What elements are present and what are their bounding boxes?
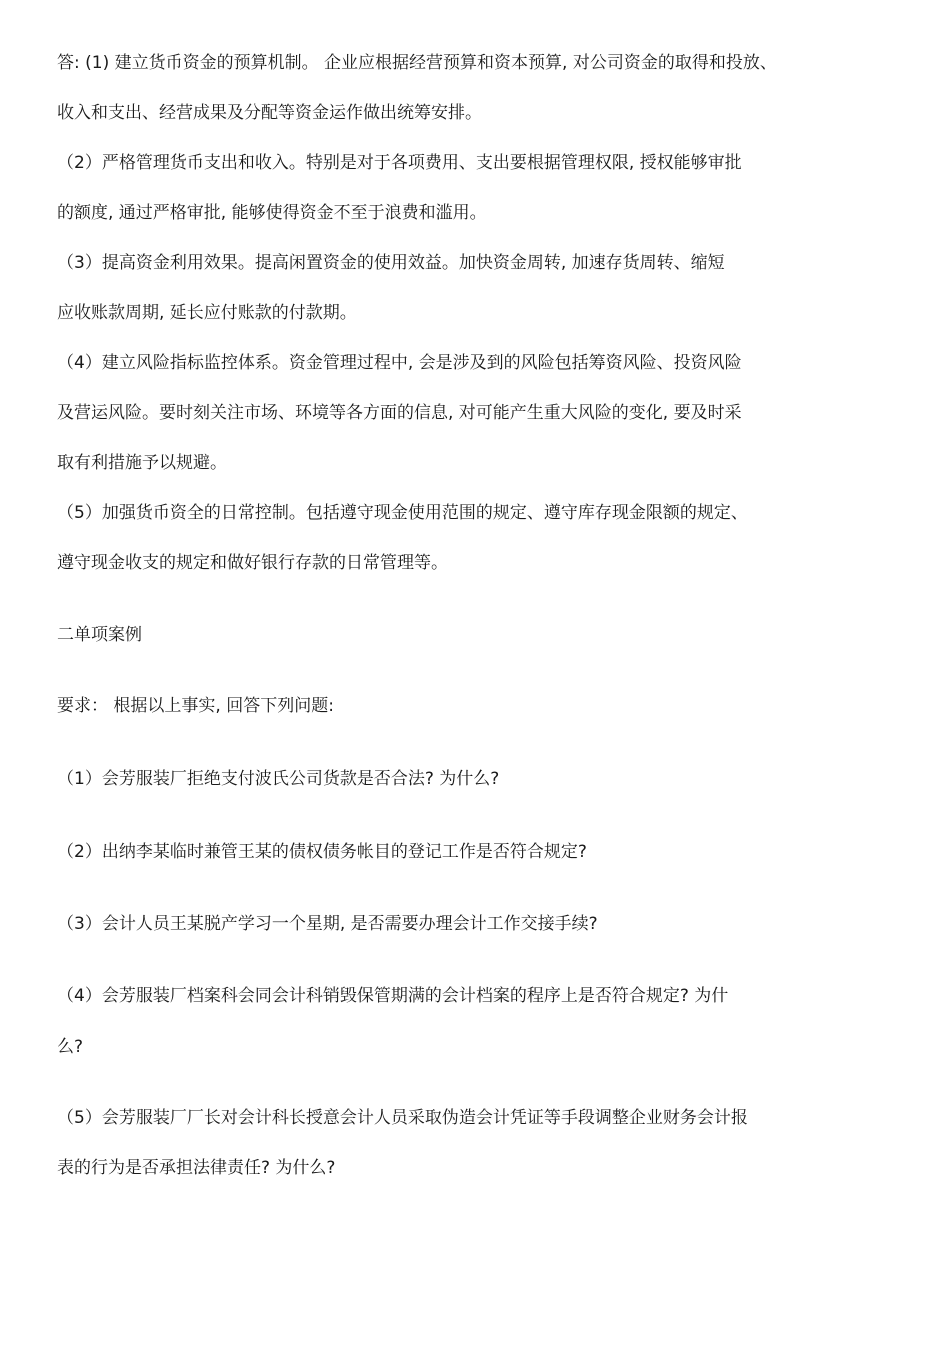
question-4-line1: （4）会芳服装厂档案科会同会计科销毁保管期满的会计档案的程序上是否符合规定? 为什: [57, 986, 729, 1006]
question-5-line1: （5）会芳服装厂厂长对会计科长授意会计人员采取伪造会计凭证等手段调整企业财务会计报: [57, 1108, 748, 1128]
answer-p3-line2: 应收账款周期, 延长应付账款的付款期。: [57, 303, 357, 323]
answer-p4-line2: 及营运风险。要时刻关注市场、环境等各方面的信息, 对可能产生重大风险的变化, 要及时采: [57, 403, 742, 423]
question-2: （2）出纳李某临时兼管王某的债权债务帐目的登记工作是否符合规定?: [57, 842, 587, 862]
question-1: （1）会芳服装厂拒绝支付波氏公司货款是否合法? 为什么?: [57, 769, 500, 789]
requirement-text: 要求： 根据以上事实, 回答下列问题:: [57, 696, 334, 716]
answer-p3-line1: （3）提高资金利用效果。提高闲置资金的使用效益。加快资金周转, 加速存货周转、缩短: [57, 253, 725, 273]
answer-p1-line2: 收入和支出、经营成果及分配等资金运作做出统筹安排。: [57, 103, 482, 123]
question-5-line2: 表的行为是否承担法律责任? 为什么?: [57, 1158, 336, 1178]
section-title: 二单项案例: [57, 625, 142, 645]
question-4-line2: 么?: [57, 1037, 84, 1057]
answer-p2-line2: 的额度, 通过严格审批, 能够使得资金不至于浪费和滥用。: [57, 203, 487, 223]
answer-p4-line1: （4）建立风险指标监控体系。资金管理过程中, 会是涉及到的风险包括筹资风险、投资风险: [57, 353, 742, 373]
answer-p5-line1: （5）加强货币资全的日常控制。包括遵守现金使用范围的规定、遵守库存现金限额的规定、: [57, 503, 748, 523]
question-3: （3）会计人员王某脱产学习一个星期, 是否需要办理会计工作交接手续?: [57, 914, 598, 934]
answer-p5-line2: 遵守现金收支的规定和做好银行存款的日常管理等。: [57, 553, 448, 573]
answer-p2-line1: （2）严格管理货币支出和收入。特别是对于各项费用、支出要根据管理权限, 授权能够审批: [57, 153, 742, 173]
answer-p4-line3: 取有利措施予以规避。: [57, 453, 227, 473]
answer-p1-line1: 答: (1) 建立货币资金的预算机制。 企业应根据经营预算和资本预算, 对公司资金的取得和投放、: [57, 53, 777, 73]
